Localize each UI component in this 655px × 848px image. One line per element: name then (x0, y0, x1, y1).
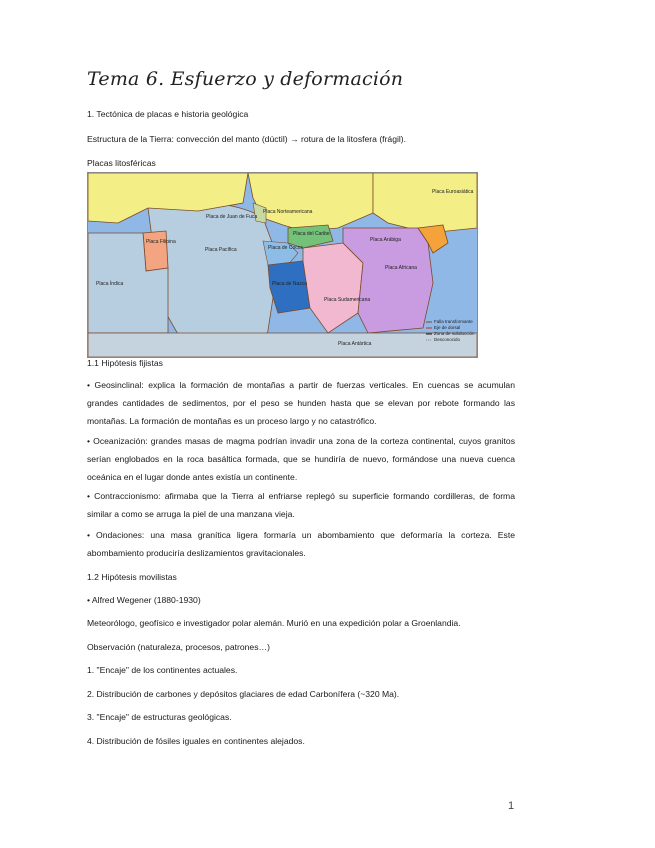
label-caribe: Placa del Caribe (293, 231, 330, 237)
label-antartica: Placa Antártica (338, 341, 372, 347)
legend-transform-fault: Falla transformante (434, 319, 473, 324)
plate-map-image (87, 172, 478, 358)
label-indica: Placa Índica (96, 281, 124, 287)
label-africana: Placa Africana (385, 265, 417, 271)
legend-unknown: Desconocido (434, 337, 461, 342)
section-heading: 1. Tectónica de placas e historia geológica (87, 109, 249, 119)
label-pacifica: Placa Pacífica (205, 247, 237, 253)
label-cocos: Placa de Cocos (268, 245, 304, 251)
body-text: Estructura de la Tierra: convección del manto (dúctil) → rotura de la litosfera (frágil). (87, 134, 407, 144)
subsection-heading: 1.1 Hipótesis fijistas (87, 358, 163, 368)
label-sudamericana: Placa Sudamericana (324, 297, 371, 303)
label-juan-de-fuca: Placa de Juan de Fuca (206, 214, 258, 220)
paragraph-ondaciones (87, 526, 515, 562)
list-item: 4. Distribución de fósiles iguales en continentes alejados. (87, 736, 305, 746)
paragraph-text: • Contraccionismo: afirmaba que la Tierra al enfriarse replegó su superficie formando cordilleras, de forma similar a como se arruga la piel de una manzana vieja. (87, 491, 515, 519)
paragraph-oceanizacion (87, 432, 515, 486)
paragraph-text: • Ondaciones: una masa granítica ligera formaría un abombamiento que deformaría la corteza. Este abombamiento produciría deslizamientos gravitacionales. (87, 530, 515, 558)
label-norteamericana: Placa Norteamericana (263, 209, 313, 215)
paragraph-text: • Geosinclinal: explica la formación de montañas a partir de fuerzas verticales. En cuencas se acumulan grandes cantidades de sedimentos, por el peso se hunden hasta que se elevan por rebote formando las montañas. La formación de montañas es un proceso largo y no catastrófico. (87, 380, 515, 426)
list-item: 1. "Encaje" de los continentes actuales. (87, 665, 238, 675)
paragraph-text: • Oceanización: grandes masas de magma podrían invadir una zona de la corteza continental, cuyos granitos serían englobados en la roca basáltica formada, que se hundiría de nuevo, formándose una nueva cuenca oceánica en el lugar donde antes existía un continente. (87, 436, 515, 482)
list-item: 2. Distribución de carbones y depósitos glaciares de edad Carbonífera (~320 Ma). (87, 689, 400, 699)
antarctic-plate (88, 333, 477, 357)
page-title: Tema 6. Esfuerzo y deformación (87, 68, 404, 90)
label-nazca: Placa de Nazca (272, 281, 308, 287)
body-text: Observación (naturaleza, procesos, patrones…) (87, 642, 270, 652)
paragraph-contraccionismo (87, 487, 515, 523)
list-item: 3. "Encaje" de estructuras geológicas. (87, 712, 232, 722)
body-text: Meteorólogo, geofísico e investigador polar alemán. Murió en una expedición polar a Groenlandia. (87, 618, 461, 628)
paragraph-geosinclinal (87, 376, 515, 430)
legend-subduction-zone: Zona de subducción (434, 331, 475, 336)
label-arabiga: Placa Arábiga (370, 237, 401, 243)
label-filipina: Placa Filipina (146, 239, 176, 245)
subsection-heading: 1.2 Hipótesis movilistas (87, 572, 177, 582)
philippine-plate (143, 231, 168, 271)
list-item: • Alfred Wegener (1880-1930) (87, 595, 201, 605)
legend-ridge-axis: Eje de dorsal (434, 325, 461, 330)
page-number: 1 (508, 800, 515, 812)
label-euroasiatica: Placa Euroasiática (432, 189, 474, 195)
figure-caption: Placas litosféricas (87, 158, 156, 168)
